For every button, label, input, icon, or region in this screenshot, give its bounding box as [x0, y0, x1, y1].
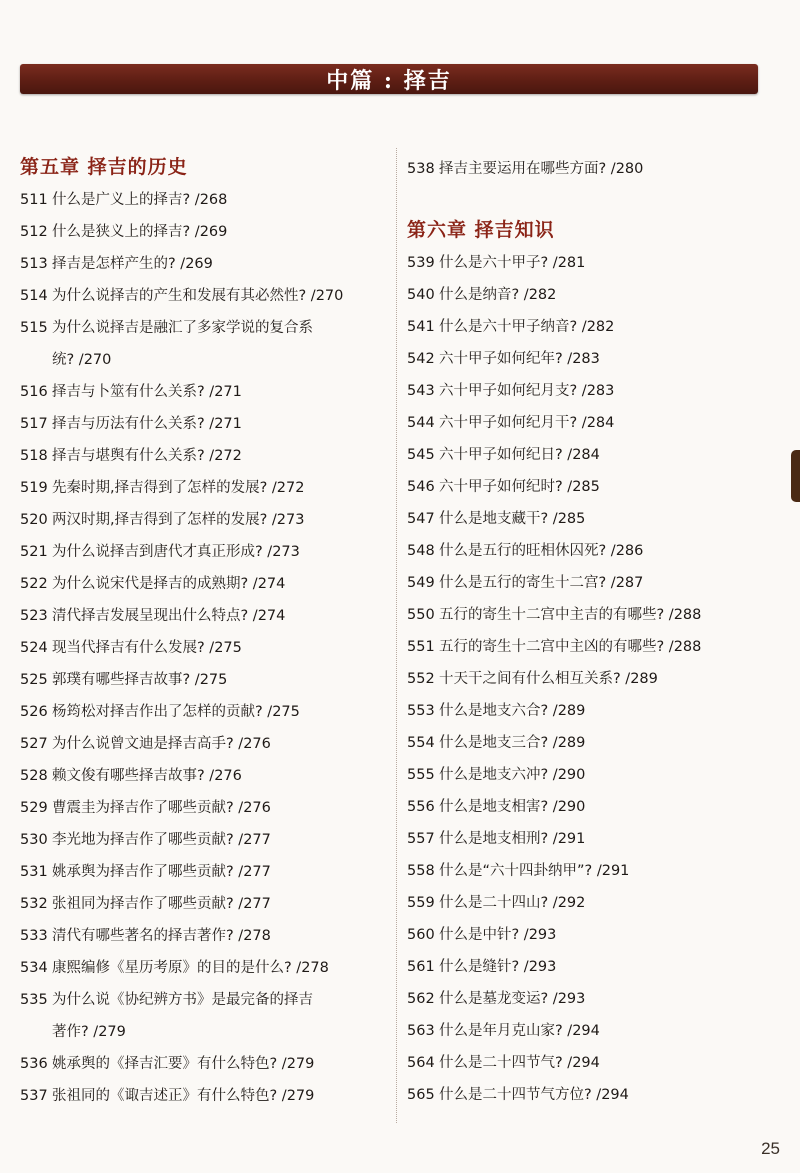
- entry-text: 什么是年月克山家? /294: [439, 1023, 600, 1039]
- toc-entry[interactable]: [20, 952, 388, 984]
- entry-text: 十天干之间有什么相互关系? /289: [439, 671, 658, 687]
- entry-number: 561: [407, 959, 435, 975]
- entry-text: 择吉主要运用在哪些方面? /280: [439, 161, 644, 177]
- toc-entry[interactable]: [20, 824, 388, 856]
- entry-text: 什么是“六十四卦纳甲”? /291: [439, 863, 630, 879]
- entry-number: 557: [407, 831, 435, 847]
- section-gap: [407, 185, 782, 213]
- entry-number: 518: [20, 448, 48, 464]
- entry-text: 先秦时期,择吉得到了怎样的发展? /272: [52, 480, 305, 496]
- toc-entry[interactable]: [407, 535, 782, 567]
- toc-entry[interactable]: [20, 536, 388, 568]
- entry-text: 清代有哪些著名的择吉著作? /278: [52, 928, 271, 944]
- entry-number: 534: [20, 960, 48, 976]
- entry-text: 择吉与卜筮有什么关系? /271: [52, 384, 242, 400]
- entry-number: 523: [20, 608, 48, 624]
- entry-text: 清代择吉发展呈现出什么特点? /274: [52, 608, 286, 624]
- entry-number: 556: [407, 799, 435, 815]
- entry-text: 什么是广义上的择吉? /268: [52, 192, 228, 208]
- toc-entry[interactable]: [407, 951, 782, 983]
- entry-number: 522: [20, 576, 48, 592]
- entry-text: 两汉时期,择吉得到了怎样的发展? /273: [52, 512, 305, 528]
- page-edge-tab: [791, 450, 800, 502]
- toc-entry[interactable]: [407, 823, 782, 855]
- entry-text: 为什么说择吉是融汇了多家学说的复合系: [52, 320, 313, 336]
- toc-entry[interactable]: [407, 279, 782, 311]
- entry-text: 什么是纳音? /282: [439, 287, 557, 303]
- entry-text: 什么是缝针? /293: [439, 959, 557, 975]
- entry-text: 为什么说曾文迪是择吉高手? /276: [52, 736, 271, 752]
- entry-number: 526: [20, 704, 48, 720]
- entry-number: 530: [20, 832, 48, 848]
- entry-text: 什么是五行的寄生十二宫? /287: [439, 575, 644, 591]
- toc-entry[interactable]: [20, 312, 388, 376]
- entry-number: 555: [407, 767, 435, 783]
- column-divider: [396, 148, 397, 1123]
- entry-number: 520: [20, 512, 48, 528]
- entry-number: 541: [407, 319, 435, 335]
- entry-text: 六十甲子如何纪月干? /284: [439, 415, 615, 431]
- toc-entry[interactable]: [20, 856, 388, 888]
- banner-title: 中篇 : 择吉: [326, 67, 452, 94]
- toc-entry[interactable]: [20, 888, 388, 920]
- entry-text: 为什么说《协纪辨方书》是最完备的择吉: [52, 992, 313, 1008]
- entry-text: 什么是五行的旺相休囚死? /286: [439, 543, 644, 559]
- entry-text: 五行的寄生十二宫中主凶的有哪些? /288: [439, 639, 702, 655]
- toc-entry[interactable]: [20, 1080, 388, 1112]
- chapter-heading: 第五章 择吉的历史: [20, 156, 188, 178]
- toc-entry[interactable]: [20, 600, 388, 632]
- toc-entry[interactable]: [407, 663, 782, 695]
- entry-text: 什么是墓龙变运? /293: [439, 991, 586, 1007]
- entry-number: 535: [20, 992, 48, 1008]
- entry-text: 康熙编修《星历考原》的目的是什么? /278: [52, 960, 329, 976]
- entry-number: 550: [407, 607, 435, 623]
- toc-entry[interactable]: [407, 1047, 782, 1079]
- page-number: 25: [761, 1139, 780, 1158]
- entry-number: 519: [20, 480, 48, 496]
- toc-entry[interactable]: [20, 248, 388, 280]
- entry-number: 527: [20, 736, 48, 752]
- entry-number: 545: [407, 447, 435, 463]
- entry-number: 515: [20, 320, 48, 336]
- entry-text: 什么是地支藏干? /285: [439, 511, 586, 527]
- entry-text: 郭璞有哪些择吉故事? /275: [52, 672, 228, 688]
- entry-number: 528: [20, 768, 48, 784]
- entry-text: 六十甲子如何纪年? /283: [439, 351, 600, 367]
- toc-entry[interactable]: [20, 280, 388, 312]
- entry-number: 540: [407, 287, 435, 303]
- entry-number: 549: [407, 575, 435, 591]
- entry-text: 为什么说宋代是择吉的成熟期? /274: [52, 576, 286, 592]
- toc-entry[interactable]: [20, 664, 388, 696]
- toc-entry[interactable]: [407, 1079, 782, 1111]
- entry-number: 542: [407, 351, 435, 367]
- entry-text: 张祖同的《诹吉述正》有什么特色? /279: [52, 1088, 315, 1104]
- toc-entry[interactable]: [407, 503, 782, 535]
- entry-text: 李光地为择吉作了哪些贡献? /277: [52, 832, 271, 848]
- entry-number: 521: [20, 544, 48, 560]
- entry-number: 514: [20, 288, 48, 304]
- entry-text: 择吉与历法有什么关系? /271: [52, 416, 242, 432]
- entry-text: 五行的寄生十二宫中主吉的有哪些? /288: [439, 607, 702, 623]
- toc-entry[interactable]: [407, 471, 782, 503]
- entry-text: 择吉与堪舆有什么关系? /272: [52, 448, 242, 464]
- toc-entry[interactable]: [407, 599, 782, 631]
- entry-number: 533: [20, 928, 48, 944]
- entry-text: 杨筠松对择吉作出了怎样的贡献? /275: [52, 704, 300, 720]
- toc-entry[interactable]: [20, 472, 388, 504]
- toc-entry[interactable]: [407, 247, 782, 279]
- entry-number: 553: [407, 703, 435, 719]
- entry-text: 什么是狭义上的择吉? /269: [52, 224, 228, 240]
- entry-text: 什么是六十甲子? /281: [439, 255, 586, 271]
- entry-number: 558: [407, 863, 435, 879]
- entry-number: 564: [407, 1055, 435, 1071]
- section-banner: [20, 64, 758, 94]
- toc-entry[interactable]: [20, 728, 388, 760]
- toc-entry[interactable]: [407, 695, 782, 727]
- entry-text-continuation: 著作? /279: [52, 1024, 126, 1040]
- toc-entry[interactable]: [407, 791, 782, 823]
- entry-text: 什么是中针? /293: [439, 927, 557, 943]
- toc-entry[interactable]: [407, 343, 782, 375]
- entry-number: 552: [407, 671, 435, 687]
- entry-number: 565: [407, 1087, 435, 1103]
- entry-text: 姚承舆的《择吉汇要》有什么特色? /279: [52, 1056, 315, 1072]
- toc-entry[interactable]: [407, 567, 782, 599]
- toc-entry[interactable]: [20, 408, 388, 440]
- toc-entry[interactable]: [407, 1015, 782, 1047]
- entry-number: 562: [407, 991, 435, 1007]
- toc-entry[interactable]: [407, 919, 782, 951]
- toc-entry[interactable]: [20, 984, 388, 1048]
- toc-entry[interactable]: [20, 184, 388, 216]
- toc-entry[interactable]: [407, 631, 782, 663]
- toc-entry[interactable]: [407, 727, 782, 759]
- entry-number: 559: [407, 895, 435, 911]
- entry-number: 560: [407, 927, 435, 943]
- entry-number: 517: [20, 416, 48, 432]
- toc-entry[interactable]: [20, 568, 388, 600]
- toc-entry[interactable]: [20, 216, 388, 248]
- entry-text: 择吉是怎样产生的? /269: [52, 256, 213, 272]
- entry-number: 548: [407, 543, 435, 559]
- entry-text: 什么是地支六冲? /290: [439, 767, 586, 783]
- entry-number: 516: [20, 384, 48, 400]
- entry-text: 现当代择吉有什么发展? /275: [52, 640, 242, 656]
- toc-entry[interactable]: [20, 632, 388, 664]
- entry-number: 512: [20, 224, 48, 240]
- entry-text: 姚承舆为择吉作了哪些贡献? /277: [52, 864, 271, 880]
- entry-number: 513: [20, 256, 48, 272]
- toc-entry[interactable]: [407, 983, 782, 1015]
- entry-text: 曹震圭为择吉作了哪些贡献? /276: [52, 800, 271, 816]
- toc-entry[interactable]: [20, 440, 388, 472]
- toc-entry[interactable]: [407, 855, 782, 887]
- entry-number: 524: [20, 640, 48, 656]
- toc-entry[interactable]: [20, 696, 388, 728]
- toc-entry[interactable]: [407, 311, 782, 343]
- entry-text: 什么是地支六合? /289: [439, 703, 586, 719]
- entry-text: 六十甲子如何纪月支? /283: [439, 383, 615, 399]
- left-column: [20, 150, 388, 1112]
- entry-text: 什么是二十四节气? /294: [439, 1055, 600, 1071]
- entry-text-continuation: 统? /270: [52, 352, 112, 368]
- entry-text: 张祖同为择吉作了哪些贡献? /277: [52, 896, 271, 912]
- entry-number: 543: [407, 383, 435, 399]
- entry-text: 六十甲子如何纪时? /285: [439, 479, 600, 495]
- entry-text: 什么是地支相刑? /291: [439, 831, 586, 847]
- entry-text: 什么是二十四节气方位? /294: [439, 1087, 629, 1103]
- entry-number: 532: [20, 896, 48, 912]
- chapter-heading: 第六章 择吉知识: [407, 219, 555, 241]
- toc-entry[interactable]: [407, 439, 782, 471]
- entry-text: 什么是六十甲子纳音? /282: [439, 319, 615, 335]
- entry-number: 546: [407, 479, 435, 495]
- toc-entry[interactable]: [407, 375, 782, 407]
- entry-number: 538: [407, 161, 435, 177]
- toc-entry[interactable]: [20, 760, 388, 792]
- entry-number: 554: [407, 735, 435, 751]
- entry-number: 547: [407, 511, 435, 527]
- entry-number: 539: [407, 255, 435, 271]
- entry-number: 511: [20, 192, 48, 208]
- entry-number: 537: [20, 1088, 48, 1104]
- entry-number: 563: [407, 1023, 435, 1039]
- entry-number: 551: [407, 639, 435, 655]
- entry-text: 什么是地支相害? /290: [439, 799, 586, 815]
- toc-entry[interactable]: [20, 504, 388, 536]
- toc-entry[interactable]: [20, 1048, 388, 1080]
- entry-number: 531: [20, 864, 48, 880]
- entry-number: 536: [20, 1056, 48, 1072]
- entry-number: 544: [407, 415, 435, 431]
- entry-text: 什么是二十四山? /292: [439, 895, 586, 911]
- toc-entry[interactable]: [407, 407, 782, 439]
- entry-text: 赖文俊有哪些择吉故事? /276: [52, 768, 242, 784]
- right-column: [407, 153, 782, 1111]
- toc-entry[interactable]: [407, 887, 782, 919]
- entry-text: 什么是地支三合? /289: [439, 735, 586, 751]
- toc-entry[interactable]: [20, 792, 388, 824]
- toc-entry[interactable]: [407, 759, 782, 791]
- entry-text: 为什么说择吉到唐代才真正形成? /273: [52, 544, 300, 560]
- entry-text: 六十甲子如何纪日? /284: [439, 447, 600, 463]
- toc-entry[interactable]: [20, 920, 388, 952]
- entry-number: 529: [20, 800, 48, 816]
- entry-number: 525: [20, 672, 48, 688]
- toc-entry[interactable]: [20, 376, 388, 408]
- entry-text: 为什么说择吉的产生和发展有其必然性? /270: [52, 288, 344, 304]
- toc-entry[interactable]: [407, 153, 782, 185]
